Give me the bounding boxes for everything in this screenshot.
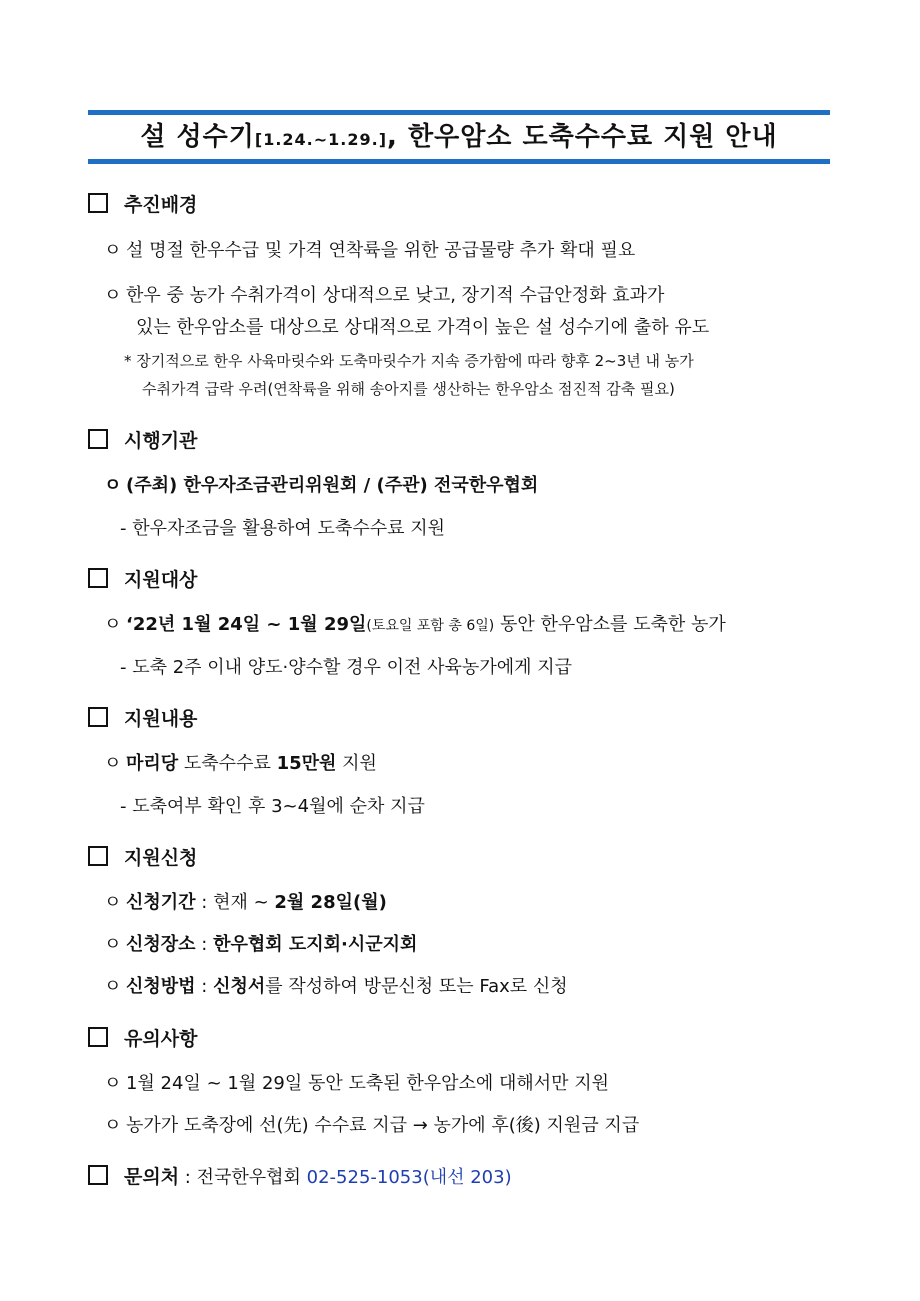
bullet-icon: ㅇ: [104, 1115, 122, 1136]
checkbox-square-icon: [88, 1165, 108, 1185]
list-item: ㅇ 신청방법 : 신청서를 작성하여 방문신청 또는 Fax로 신청: [104, 972, 568, 998]
list-item: ㅇ 설 명절 한우수급 및 가격 연착륙을 위한 공급물량 추가 확대 필요: [104, 236, 635, 262]
bullet-icon: ㅇ: [104, 934, 122, 955]
footnote: * 장기적으로 한우 사육마릿수와 도축마릿수가 지속 증가함에 따라 향후 2~3년 내 농가: [124, 352, 694, 370]
title-bottom-rule: [88, 159, 830, 164]
bullet-icon: ㅇ: [104, 240, 122, 261]
list-item: ㅇ 농가가 도축장에 선(先) 수수료 지급 → 농가에 후(後) 지원금 지급: [104, 1111, 639, 1137]
list-item: ㅇ 1월 24일 ~ 1월 29일 동안 도축된 한우암소에 대해서만 지원: [104, 1069, 609, 1095]
footnote-continuation: 수취가격 급락 우려(연착륙을 위해 송아지를 생산하는 한우암소 점진적 감축 필요): [142, 380, 675, 398]
bullet-icon: ㅇ: [104, 976, 122, 997]
bullet-icon: ㅇ: [104, 285, 122, 306]
bullet-icon: ㅇ: [104, 614, 122, 635]
title-dates: [1.24.~1.29.]: [254, 130, 388, 149]
checkbox-square-icon: [88, 1027, 108, 1047]
list-item: ㅇ 신청기간 : 현재 ~ 2월 28일(월): [104, 888, 387, 914]
checkbox-square-icon: [88, 193, 108, 213]
list-detail: - 한우자조금을 활용하여 도축수수료 지원: [120, 518, 445, 539]
list-item: ㅇ 마리당 도축수수료 15만원 지원: [104, 749, 377, 775]
section-heading-contact: 문의처 : 전국한우협회 02-525-1053(내선 203): [88, 1162, 512, 1189]
bullet-icon: ㅇ: [104, 753, 122, 774]
list-item-continuation: 있는 한우암소를 대상으로 상대적으로 가격이 높은 설 성수기에 출하 유도: [136, 317, 710, 338]
list-detail: - 도축 2주 이내 양도·양수할 경우 이전 사육농가에게 지급: [120, 657, 572, 678]
section-heading-content: 지원내용: [88, 704, 197, 731]
list-item: ㅇ ‘22년 1월 24일 ~ 1월 29일(토요일 포함 총 6일) 동안 한우암소를 도축한 농가: [104, 610, 726, 636]
list-item: ㅇ 한우 중 농가 수취가격이 상대적으로 낮고, 장기적 수급안정화 효과가: [104, 281, 664, 307]
section-heading-background: 추진배경: [88, 190, 197, 217]
checkbox-square-icon: [88, 429, 108, 449]
checkbox-square-icon: [88, 707, 108, 727]
title-block: [88, 110, 830, 164]
list-item: ㅇ (주최) 한우자조금관리위원회 / (주관) 전국한우협회: [104, 471, 538, 497]
checkbox-square-icon: [88, 568, 108, 588]
checkbox-square-icon: [88, 846, 108, 866]
section-heading-agency: 시행기관: [88, 426, 197, 453]
bullet-icon: ㅇ: [104, 1073, 122, 1094]
title-rest: , 한우암소 도축수수료 지원 안내: [387, 122, 778, 152]
contact-org: 전국한우협회: [196, 1167, 307, 1188]
list-detail: - 도축여부 확인 후 3~4월에 순차 지급: [120, 796, 425, 817]
bullet-icon: ㅇ: [104, 475, 122, 496]
bullet-icon: ㅇ: [104, 892, 122, 913]
page-title: [88, 115, 830, 159]
title-main: 설 성수기: [140, 122, 255, 152]
list-item: ㅇ 신청장소 : 한우협회 도지회·시군지회: [104, 930, 417, 956]
contact-phone: 02-525-1053(내선 203): [306, 1167, 512, 1188]
section-heading-notes: 유의사항: [88, 1024, 197, 1051]
section-heading-application: 지원신청: [88, 843, 197, 870]
section-heading-target: 지원대상: [88, 565, 197, 592]
